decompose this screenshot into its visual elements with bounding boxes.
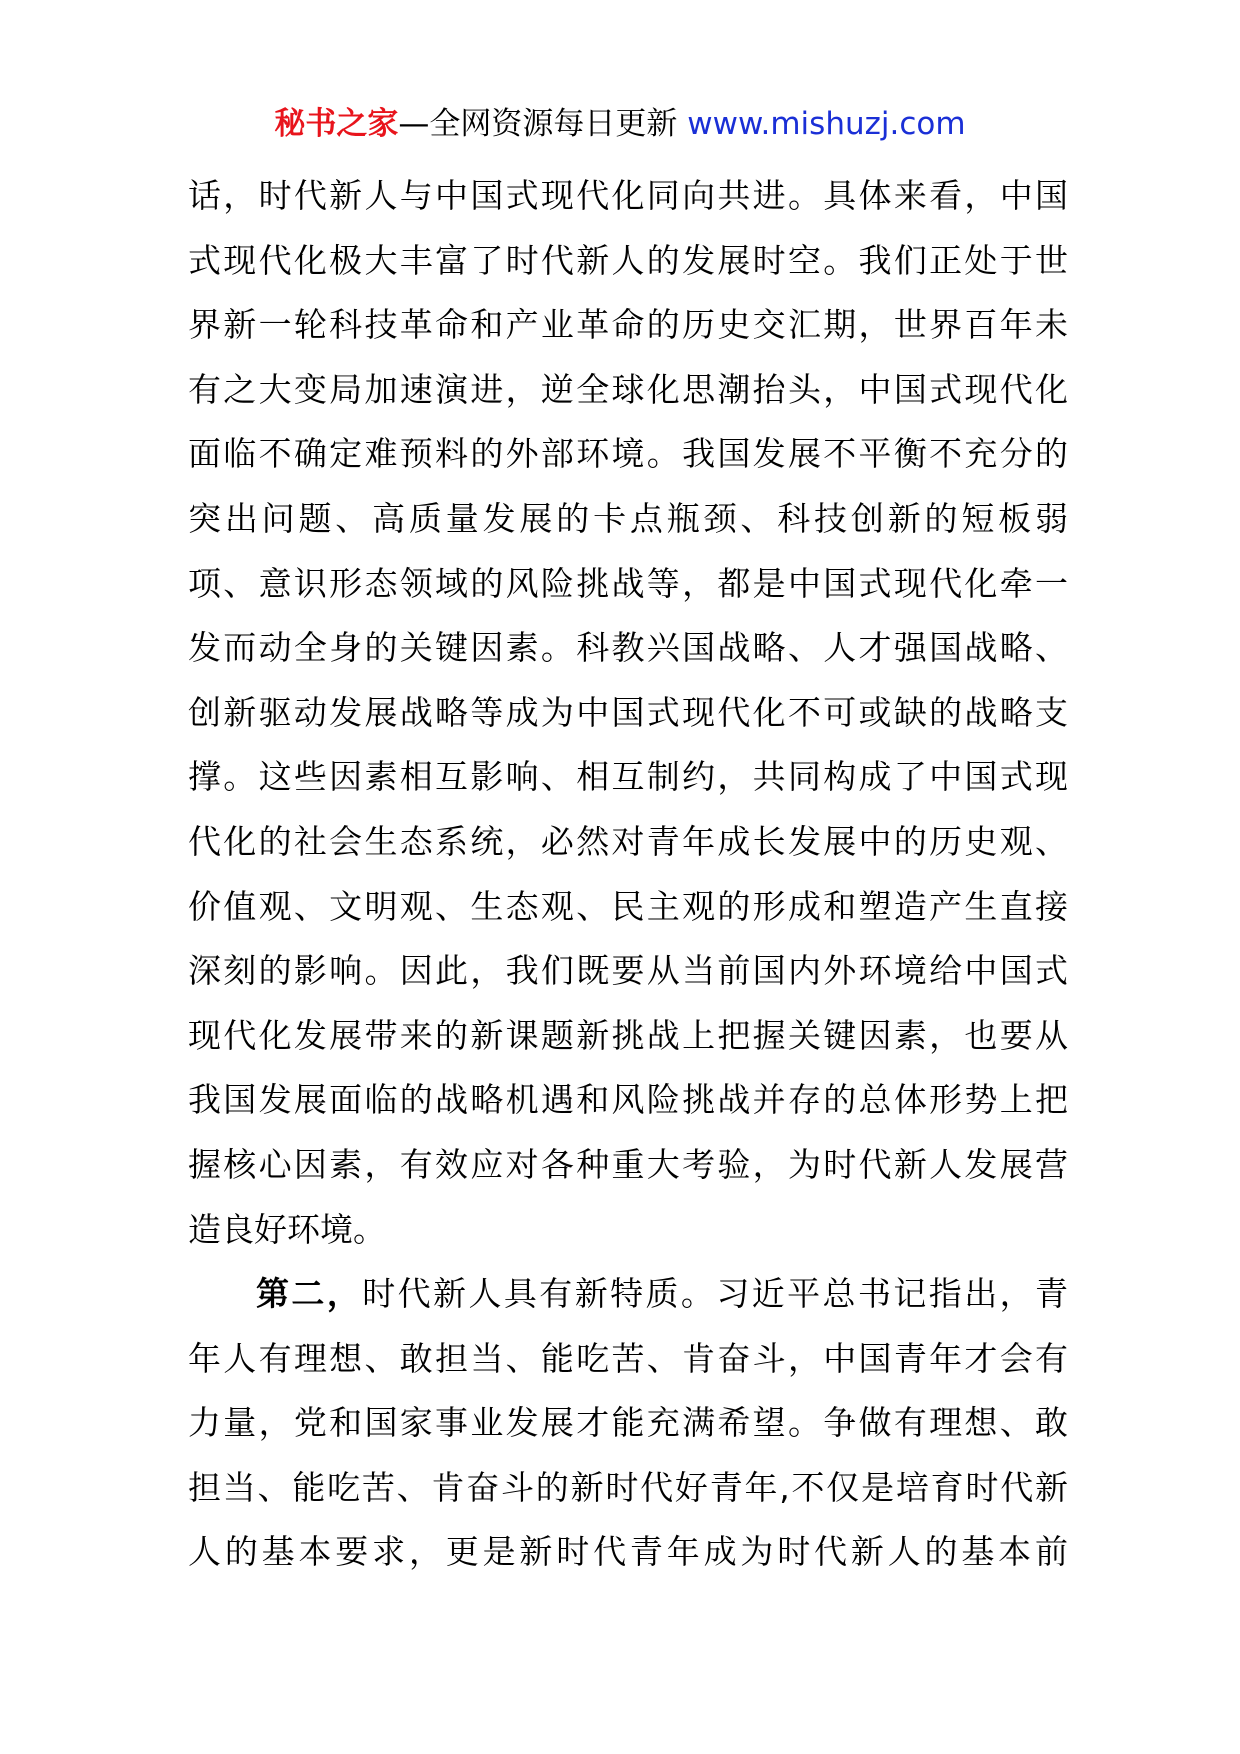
text-line: 有之大变局加速演进，逆全球化思潮抬头，中国式现代化 <box>188 369 1068 409</box>
text-line: 价值观、文明观、生态观、民主观的形成和塑造产生直接 <box>188 886 1068 926</box>
page-header <box>0 102 1240 146</box>
text-line: 话，时代新人与中国式现代化同向共进。具体来看，中国 <box>188 176 1068 215</box>
text-line: 担当、能吃苦、肯奋斗的新时代好青年,不仅是培育时代新 <box>188 1467 1068 1507</box>
paragraph-1 <box>188 164 1068 1262</box>
text-line: 握核心因素，有效应对各种重大考验，为时代新人发展营 <box>188 1144 1068 1184</box>
paragraph-lead-rest: 时代新人具有新特质。习近平总书记指出，青 <box>362 1274 1069 1314</box>
body-text <box>188 164 1068 1585</box>
brand-name: 秘书之家 <box>274 106 399 142</box>
text-line: 年人有理想、敢担当、能吃苦、肯奋斗，中国青年才会有 <box>188 1338 1068 1378</box>
text-line <box>188 1262 1068 1327</box>
paragraph-2 <box>188 1262 1068 1585</box>
text-line: 深刻的影响。因此，我们既要从当前国内外环境给中国式 <box>188 951 1068 991</box>
paragraph-lead: 第二， <box>256 1274 363 1314</box>
text-line: 造良好环境。 <box>188 1209 386 1249</box>
text-line: 发而动全身的关键因素。科教兴国战略、人才强国战略、 <box>188 628 1068 668</box>
text-line: 现代化发展带来的新课题新挑战上把握关键因素，也要从 <box>188 1015 1068 1055</box>
text-line: 我国发展面临的战略机遇和风险挑战并存的总体形势上把 <box>188 1080 1068 1120</box>
text-line: 项、意识形态领域的风险挑战等，都是中国式现代化牵一 <box>188 563 1068 603</box>
text-line: 界新一轮科技革命和产业革命的历史交汇期，世界百年未 <box>188 305 1068 345</box>
header-url[interactable]: www.mishuzj.com <box>687 106 966 142</box>
text-line: 式现代化极大丰富了时代新人的发展时空。我们正处于世 <box>188 240 1068 280</box>
text-line: 撑。这些因素相互影响、相互制约，共同构成了中国式现 <box>188 757 1068 797</box>
text-line: 突出问题、高质量发展的卡点瓶颈、科技创新的短板弱 <box>188 498 1068 538</box>
header-tagline: —全网资源每日更新 <box>398 106 678 142</box>
text-line: 创新驱动发展战略等成为中国式现代化不可或缺的战略支 <box>188 692 1068 732</box>
text-line: 代化的社会生态系统，必然对青年成长发展中的历史观、 <box>188 821 1068 861</box>
text-line: 力量，党和国家事业发展才能充满希望。争做有理想、敢 <box>188 1403 1068 1443</box>
text-line: 面临不确定难预料的外部环境。我国发展不平衡不充分的 <box>188 434 1068 474</box>
text-line: 人的基本要求，更是新时代青年成为时代新人的基本前 <box>188 1532 1068 1572</box>
